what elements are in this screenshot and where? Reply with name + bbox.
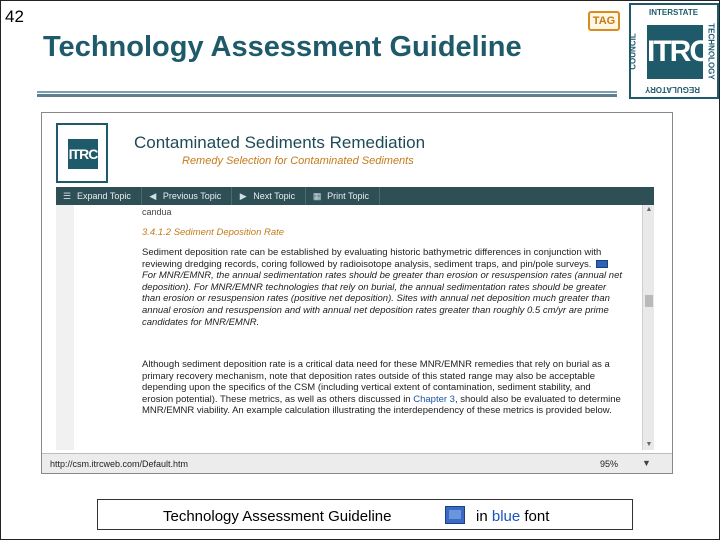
scroll-down-icon[interactable]: ▼ bbox=[645, 441, 653, 448]
paragraph-1-text: Sediment deposition rate can be established by evaluating historic bathymetric differences in conjunction with reviewing dredging records, coring followed by radioisotope analysis, sediment traps, and pin/pole surveys. bbox=[142, 247, 602, 270]
paragraph-1 bbox=[142, 247, 622, 328]
printer-icon: ▦ bbox=[312, 191, 322, 201]
scrollbar[interactable] bbox=[642, 205, 654, 450]
caption-text: Technology Assessment Guideline bbox=[163, 508, 392, 525]
expand-topic-label: Expand Topic bbox=[77, 191, 131, 201]
content-side-strip bbox=[56, 205, 74, 450]
section-heading: 3.4.1.2 Sediment Deposition Rate bbox=[142, 227, 285, 238]
slide-title: Technology Assessment Guideline bbox=[43, 31, 522, 63]
print-topic-label: Print Topic bbox=[327, 191, 369, 201]
caption-tail-prefix: in bbox=[476, 508, 488, 525]
toolbar bbox=[56, 187, 654, 205]
expand-topic-button[interactable] bbox=[56, 187, 142, 205]
caption-tail-suffix: font bbox=[524, 508, 550, 525]
title-underline bbox=[37, 91, 617, 97]
caption-tail bbox=[476, 508, 549, 525]
next-topic-label: Next Topic bbox=[253, 191, 296, 201]
print-topic-button[interactable] bbox=[306, 187, 380, 205]
paragraph-1-italic: For MNR/EMNR, the annual sedimentation rates should be greater than erosion or resuspension rates (annual net deposition). For MNR/EMNR technologies that rely on burial, the annual sedimentation rates should be greater than erosion or resuspension rates (positive net deposition). Sites with annual net deposition much greater than annual erosion and resuspension and with annual net deposition rates greater than roughly 0.5 cm/yr are prime candidates for MNR/EMNR. bbox=[142, 270, 623, 328]
zoom-level[interactable]: 95% bbox=[600, 459, 619, 469]
chevron-down-icon[interactable]: ▼ bbox=[642, 458, 651, 468]
app-header bbox=[42, 113, 673, 185]
caption-tail-blue: blue bbox=[491, 508, 521, 525]
content-inner bbox=[56, 205, 642, 450]
next-topic-button[interactable] bbox=[232, 187, 306, 205]
paragraph-2-tail: , should also be evaluated to determine MNR/EMNR viability. An example calculation illustrating the interdependency of these metrics is provided below. bbox=[142, 393, 621, 417]
logo-top-text: INTERSTATE bbox=[649, 8, 699, 17]
paragraph-2 bbox=[142, 359, 622, 417]
logo-right-text: TECHNOLOGY bbox=[706, 23, 716, 80]
browser-screenshot bbox=[41, 112, 673, 474]
logo-center: ITRC bbox=[647, 25, 703, 79]
app-subtitle: Remedy Selection for Contaminated Sediments bbox=[182, 155, 414, 167]
logo-left-text: COUNCIL bbox=[628, 33, 638, 70]
arrow-right-icon: ▶ bbox=[239, 191, 247, 201]
previous-topic-label: Previous Topic bbox=[162, 191, 222, 201]
chapter-3-link[interactable]: Chapter 3 bbox=[413, 393, 455, 405]
app-logo bbox=[56, 123, 108, 183]
flag-icon bbox=[445, 506, 465, 524]
cut-off-text: candua bbox=[142, 207, 172, 217]
app-logo-text: ITRC bbox=[68, 139, 98, 169]
arrow-left-icon: ◀ bbox=[149, 191, 157, 201]
status-url: http://csm.itrcweb.com/Default.htm bbox=[50, 459, 189, 469]
status-bar bbox=[42, 453, 673, 474]
previous-topic-button[interactable] bbox=[142, 187, 232, 205]
scroll-thumb[interactable] bbox=[645, 295, 653, 307]
topic-content[interactable] bbox=[56, 205, 654, 450]
slide-number: 42 bbox=[5, 7, 24, 26]
logo-bottom-text: REGULATORY bbox=[645, 85, 700, 94]
scroll-up-icon[interactable]: ▲ bbox=[645, 206, 653, 213]
list-icon: ☰ bbox=[62, 191, 72, 201]
itrc-logo bbox=[629, 3, 719, 99]
paragraph-2-text: Although sediment deposition rate is a critical data need for these MNR/EMNR remedies that rely on burial as a primary recovery mechanism, note that deposition rates outside of this stated range may also be acceptable depending upon the specifics of the CSM (including vertical extent of contamination, sediment stability, and erosion potential). These metrics, as well as others discussed in bbox=[142, 359, 610, 405]
caption-box bbox=[97, 499, 633, 530]
app-title: Contaminated Sediments Remediation bbox=[134, 133, 426, 152]
flag-icon bbox=[596, 260, 608, 268]
tag-badge: TAG bbox=[588, 11, 620, 31]
